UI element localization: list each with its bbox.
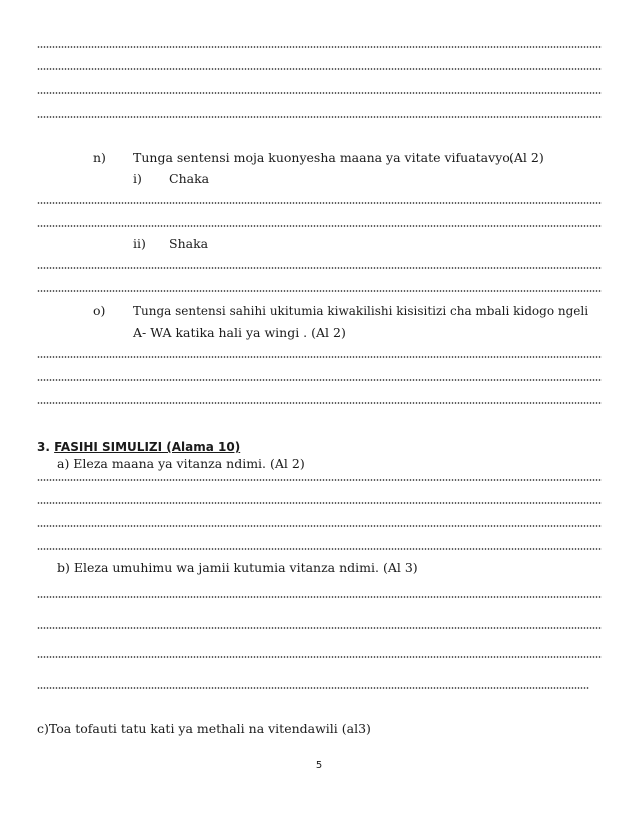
answer-line [37, 290, 602, 292]
question-n-text: Tunga sentensi moja kuonyesha maana ya vitate vifuatavyo. [133, 150, 514, 165]
question-n-part-i-label: i) [133, 171, 142, 186]
answer-line [37, 525, 602, 527]
question-n-part-ii-label: ii) [133, 236, 146, 251]
answer-line [37, 267, 602, 269]
answer-line [37, 656, 602, 658]
question-n-part-i-text: Chaka [169, 171, 210, 186]
answer-line [37, 68, 602, 70]
answer-line [37, 596, 602, 598]
section-3-number: 3. [37, 440, 50, 454]
answer-line [37, 479, 602, 481]
question-n-part-ii-text: Shaka [169, 236, 209, 251]
answer-line [37, 356, 602, 358]
answer-line [37, 225, 602, 227]
page-number: 5 [315, 760, 323, 771]
answer-line [37, 548, 602, 550]
section-3-title: FASIHI SIMULIZI (Alama 10) [54, 440, 241, 454]
answer-line [37, 627, 602, 629]
answer-line [37, 502, 602, 504]
answer-line [37, 402, 602, 404]
answer-line [37, 116, 602, 118]
question-3b: b) Eleza umuhimu wa jamii kutumia vitanza ndimi. (Al 3) [57, 560, 418, 575]
question-3a: a) Eleza maana ya vitanza ndimi. (Al 2) [57, 456, 305, 471]
answer-line [37, 92, 602, 94]
question-o-line1: Tunga sentensi sahihi ukitumia kiwakilishi kisisitizi cha mbali kidogo ngeli [133, 304, 589, 318]
answer-line [37, 202, 602, 204]
answer-line [37, 46, 602, 48]
section-3-heading [37, 439, 240, 455]
answer-line [37, 687, 589, 689]
question-n-label: n) [93, 150, 106, 165]
question-3c: c)Toa tofauti tatu kati ya methali na vitendawili (al3) [37, 721, 371, 736]
question-n-marks: (Al 2) [509, 150, 544, 165]
answer-line [37, 379, 602, 381]
question-o-line2: A- WA katika hali ya wingi . (Al 2) [133, 325, 346, 340]
question-o-label: o) [93, 303, 106, 318]
